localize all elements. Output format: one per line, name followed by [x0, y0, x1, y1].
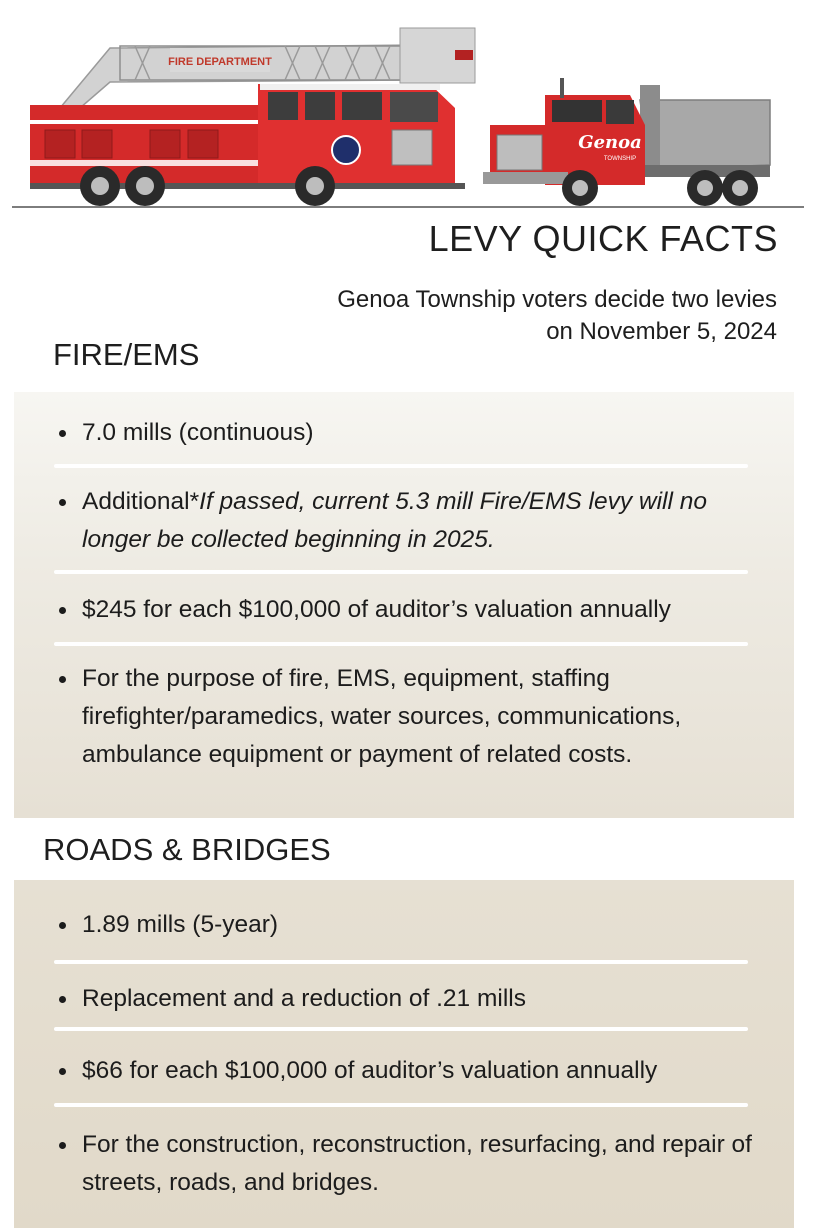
- list-item: [54, 483, 754, 559]
- list-item: [54, 591, 754, 629]
- divider: [54, 570, 748, 574]
- bullet-icon: [59, 1142, 66, 1149]
- bullet-icon: [59, 499, 66, 506]
- divider: [54, 1103, 748, 1107]
- subtitle-line-1: Genoa Township voters decide two levies: [337, 286, 777, 313]
- list-item-text: Replacement and a reduction of .21 mills: [82, 985, 526, 1012]
- bullet-icon: [59, 430, 66, 437]
- list-item-text: 1.89 mills (5-year): [82, 911, 279, 938]
- page-title: LEVY QUICK FACTS: [428, 218, 778, 259]
- list-item: [54, 414, 754, 452]
- roads-bridges-heading: ROADS & BRIDGES: [43, 832, 331, 867]
- list-item: [54, 980, 754, 1018]
- trucks-illustration: [0, 0, 814, 215]
- list-item: [54, 1126, 754, 1202]
- fire-truck-image: [30, 28, 475, 206]
- bullet-icon: [59, 676, 66, 683]
- dump-truck-image: [483, 78, 770, 206]
- list-item: [54, 906, 754, 944]
- fire-ems-panel: [14, 392, 794, 818]
- bullet-icon: [59, 1068, 66, 1075]
- fire-ems-heading: FIRE/EMS: [53, 337, 200, 372]
- list-item-text: Additional*: [82, 488, 200, 515]
- divider: [54, 464, 748, 468]
- bullet-icon: [59, 607, 66, 614]
- list-item-text: For the construction, reconstruction, resurfacing, and repair of streets, roads, and bridges.: [82, 1131, 752, 1196]
- fire-department-label: FIRE DEPARTMENT: [168, 56, 272, 68]
- subtitle: [337, 284, 777, 348]
- ground-line: [12, 206, 804, 208]
- list-item-text: $245 for each $100,000 of auditor’s valuation annually: [82, 596, 671, 623]
- genoa-truck-logo: Genoa: [578, 132, 642, 153]
- roads-bridges-panel: [14, 880, 794, 1228]
- subtitle-line-2: on November 5, 2024: [546, 318, 777, 345]
- list-item: [54, 660, 754, 774]
- list-item-text: For the purpose of fire, EMS, equipment, staffing firefighter/paramedics, water sources, communications, ambulance equipment or payment of related costs.: [82, 665, 682, 768]
- list-item-note: If passed, current 5.3 mill Fire/EMS levy will no longer be collected beginning in 2025.: [82, 488, 708, 553]
- bullet-icon: [59, 996, 66, 1003]
- divider: [54, 1027, 748, 1031]
- list-item-text: 7.0 mills (continuous): [82, 419, 314, 446]
- bullet-icon: [59, 922, 66, 929]
- divider: [54, 960, 748, 964]
- list-item-text: $66 for each $100,000 of auditor’s valuation annually: [82, 1057, 658, 1084]
- township-truck-logo: TOWNSHIP: [603, 156, 637, 162]
- divider: [54, 642, 748, 646]
- list-item: [54, 1052, 754, 1090]
